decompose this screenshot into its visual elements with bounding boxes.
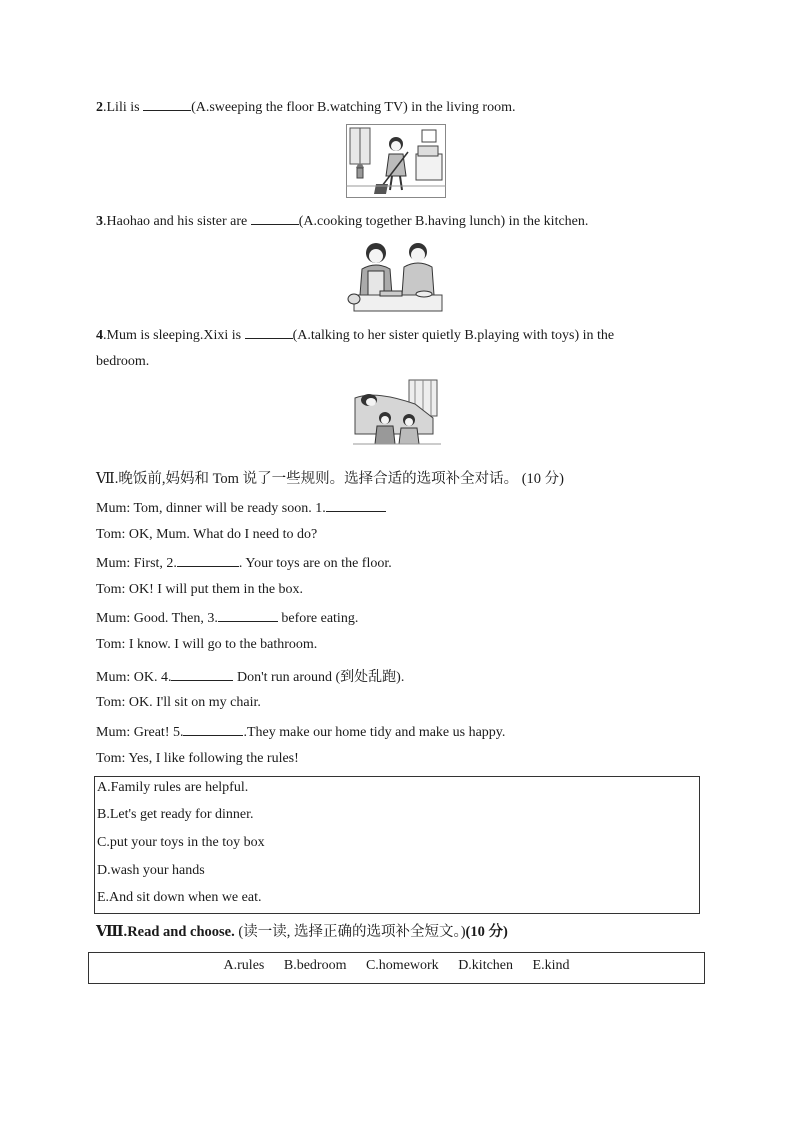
word-bank — [88, 952, 705, 984]
dialogue-text: Mum: Tom, dinner will be ready soon. 1. — [96, 501, 326, 516]
dialogue-line-10: Tom: Yes, I like following the rules! — [96, 751, 299, 766]
dialogue-line-7 — [96, 666, 404, 686]
section-8-heading — [96, 920, 508, 941]
question-3 — [96, 212, 588, 230]
dialogue-blank-4[interactable] — [171, 668, 233, 681]
dialogue-text: Mum: OK. 4. — [96, 670, 172, 685]
question-choices: (A.sweeping the floor B.watching TV) in the living room. — [191, 100, 516, 115]
bedroom-illustration — [353, 378, 441, 452]
dialogue-blank-5[interactable] — [183, 723, 243, 736]
question-2 — [96, 98, 515, 116]
section-8-title: Read and choose. — [127, 924, 235, 940]
question-text: .Lili is — [103, 100, 144, 115]
dialogue-blank-2[interactable] — [177, 554, 239, 567]
answer-blank[interactable] — [251, 212, 299, 225]
dialogue-blank-1[interactable] — [326, 499, 386, 512]
option-b: B.Let's get ready for dinner. — [97, 807, 254, 822]
dialogue-line-2: Tom: OK, Mum. What do I need to do? — [96, 527, 318, 542]
cooking-illustration — [346, 239, 446, 313]
dialogue-text: .They make our home tidy and make us happy. — [243, 725, 506, 740]
dialogue-blank-3[interactable] — [218, 609, 278, 622]
answer-blank[interactable] — [245, 326, 293, 339]
question-4 — [96, 326, 614, 344]
dialogue-text: before eating. — [277, 611, 359, 626]
question-text: .Mum is sleeping.Xixi is — [103, 328, 245, 343]
dialogue-line-5 — [96, 609, 358, 627]
word-option-b: B.bedroom — [283, 958, 347, 973]
question-text: .Haohao and his sister are — [103, 214, 251, 229]
section-8-note: (读一读, 选择正确的选项补全短文。) — [234, 924, 466, 940]
section-7-heading: Ⅶ.晚饭前,妈妈和 Tom 说了一些规则。选择合适的选项补全对话。 (10 分) — [96, 471, 564, 487]
dialogue-text: Mum: First, 2. — [96, 556, 177, 571]
option-e: E.And sit down when we eat. — [97, 890, 262, 905]
dialogue-line-6: Tom: I know. I will go to the bathroom. — [96, 637, 318, 652]
word-option-e: E.kind — [532, 958, 570, 973]
question-choices: (A.talking to her sister quietly B.playing with toys) in the — [292, 328, 615, 343]
dialogue-text: Don't run around (到处乱跑). — [233, 670, 405, 685]
sweeping-illustration — [346, 124, 446, 198]
word-option-d: D.kitchen — [458, 958, 514, 973]
answer-blank[interactable] — [143, 98, 191, 111]
question-number: 2 — [96, 100, 103, 115]
question-4-continuation: bedroom. — [96, 354, 150, 369]
section-8-number: Ⅷ. — [96, 924, 128, 940]
dialogue-line-4: Tom: OK! I will put them in the box. — [96, 582, 304, 597]
dialogue-line-9 — [96, 723, 505, 741]
dialogue-line-3 — [96, 554, 392, 572]
options-box — [94, 776, 700, 914]
option-d: D.wash your hands — [97, 863, 205, 878]
option-c: C.put your toys in the toy box — [97, 835, 265, 850]
dialogue-line-1 — [96, 499, 386, 517]
word-option-c: C.homework — [365, 958, 439, 973]
dialogue-text: Mum: Great! 5. — [96, 725, 184, 740]
dialogue-text: . Your toys are on the floor. — [238, 556, 392, 571]
question-choices: (A.cooking together B.having lunch) in the kitchen. — [298, 214, 589, 229]
dialogue-text: Mum: Good. Then, 3. — [96, 611, 218, 626]
question-number: 3 — [96, 214, 103, 229]
option-a: A.Family rules are helpful. — [97, 780, 249, 795]
question-number: 4 — [96, 328, 103, 343]
word-option-a: A.rules — [223, 958, 265, 973]
dialogue-line-8: Tom: OK. I'll sit on my chair. — [96, 695, 261, 710]
section-8-score: (10 分) — [465, 924, 508, 940]
